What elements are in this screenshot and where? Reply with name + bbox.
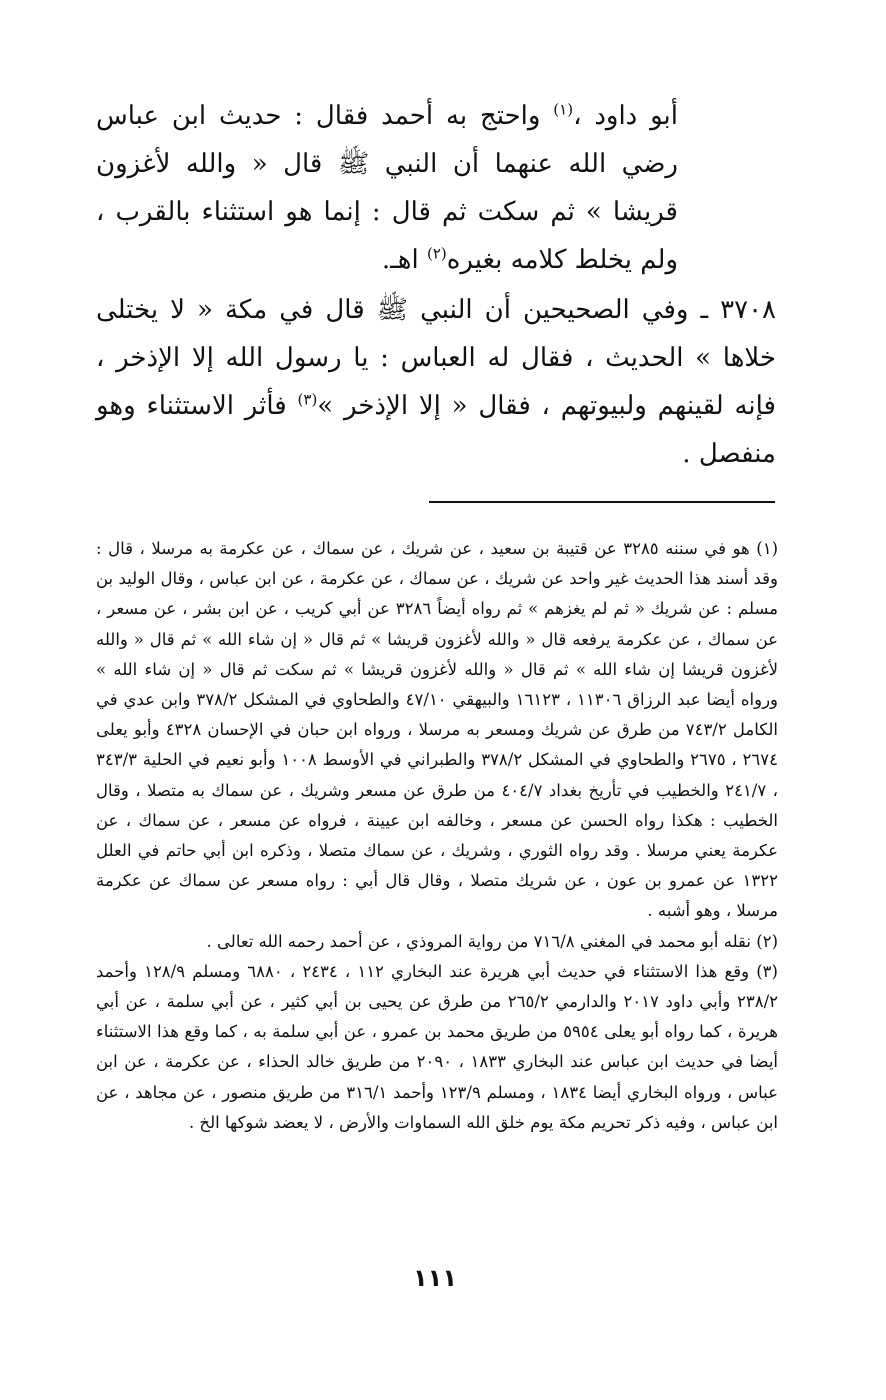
footnote-separator	[429, 501, 775, 503]
footnote-1: (١) هو في سننه ٣٢٨٥ عن قتيبة بن سعيد ، عن شريك ، عن سماك ، عن عكرمة به مرسلا ، قال : وقد أسند هذا الحديث غير واحد عن شريك ، عن سماك ، عن عكرمة ، عن ابن عباس ، وقال الوليد بن مسلم : عن شريك « ثم لم يغزهم » ثم رواه أيضاً ٣٢٨٦ عن أبي كريب ، عن ابن بشر ، عن مسعر ، عن سماك ، عن عكرمة يرفعه قال « والله لأغزون قريشا » ثم قال « إن شاء الله » ثم قال « والله لأغزون قريشا إن شاء الله » ثم قال « والله لأغزون قريشا » ثم سكت ثم قال « إن شاء الله » ورواه أيضا عبد الرزاق ١١٣٠٦ ، ١٦١٢٣ والبيهقي ٤٧/١٠ والطحاوي في المشكل ٣٧٨/٢ وابن عدي في الكامل ٧٤٣/٢ من طرق عن شريك ومسعر به مرسلا ، ورواه ابن حبان في الإحسان ٤٣٢٨ وأبو يعلى ٢٦٧٤ ، ٢٦٧٥ والطحاوي في المشكل ٣٧٨/٢ والطبراني في الأوسط ١٠٠٨ وأبو نعيم في الحلية ٣٤٣/٣ ، ٢٤١/٧ والخطيب في تأريخ بغداد ٤٠٤/٧ من طرق عن مسعر وشريك ، عن سماك به متصلا ، وقال الخطيب : هكذا رواه الحسن عن مسعر ، وخالفه ابن عيينة ، فرواه عن مسعر ، عن سماك ، عن عكرمة يعني مرسلا . وقد رواه الثوري ، وشريك ، عن سماك متصلا ، وذكره ابن أبي حاتم في العلل ١٣٢٢ عن عمرو بن عون ، عن شريك متصلا ، وقال قال أبي : رواه مسعر عن سماك عن عكرمة مرسلا ، وهو أشبه .	[96, 539, 779, 921]
footnote-ref-3[interactable]: (٣)	[297, 390, 318, 409]
main-paragraph-1	[96, 92, 678, 284]
paragraph-1-text-c: اهـ.	[381, 245, 427, 275]
footnote-ref-1[interactable]: (١)	[553, 100, 574, 119]
hadith-number: ٣٧٠٨	[720, 295, 776, 325]
main-paragraph-2	[96, 286, 776, 478]
paragraph-1-text-a: أبو داود ،	[573, 101, 678, 131]
paragraph-1-text-b: واحتج به أحمد فقال : حديث ابن عباس رضي الله عنهما أن النبي ﷺ قال « والله لأغزون قريشا » ثم سكت ثم قال : إنما هو استثناء بالقرب ، ولم يخلط كلامه بغيره	[96, 101, 678, 275]
footnotes-section	[96, 534, 778, 1138]
page-number: ١١١	[413, 1264, 457, 1292]
footnote-3: (٣) وقع هذا الاستثناء في حديث أبي هريرة عند البخاري ١١٢ ، ٢٤٣٤ ، ٦٨٨٠ ومسلم ١٢٨/٩ وأحمد ٢٣٨/٢ وأبي داود ٢٠١٧ والدارمي ٢٦٥/٢ من طرق عن يحيى بن أبي كثير ، عن أبي سلمة ، عن أبي هريرة ، كما رواه أبو يعلى ٥٩٥٤ من طريق محمد بن عمرو ، عن أبي سلمة به ، كما وقع هذا الاستثناء أيضا في حديث ابن عباس عند البخاري ١٨٣٣ ، ٢٠٩٠ من طريق خالد الحذاء ، عن عكرمة ، عن ابن عباس ، ورواه البخاري أيضا ١٨٣٤ ، ومسلم ١٢٣/٩ وأحمد ٣١٦/١ من طريق منصور ، عن مجاهد ، عن ابن عباس ، وفيه ذكر تحريم مكة يوم خلق الله السماوات والأرض ، لا يعضد شوكها الخ .	[96, 961, 779, 1132]
paragraph-2-text-b: فأثر الاستثناء وهو منفصل .	[96, 391, 776, 469]
footnote-2: (٢) نقله أبو محمد في المغني ٧١٦/٨ من رواية المروذي ، عن أحمد رحمه الله تعالى .	[206, 931, 778, 951]
paragraph-2-text-a: ـ وفي الصحيحين أن النبي ﷺ قال في مكة « لا يختلى خلاها » الحديث ، فقال له العباس : يا رسول الله إلا الإذخر ، فإنه لقينهم ولبيوتهم ، فقال « إلا الإذخر »	[96, 295, 776, 421]
footnote-ref-2[interactable]: (٢)	[426, 244, 447, 263]
